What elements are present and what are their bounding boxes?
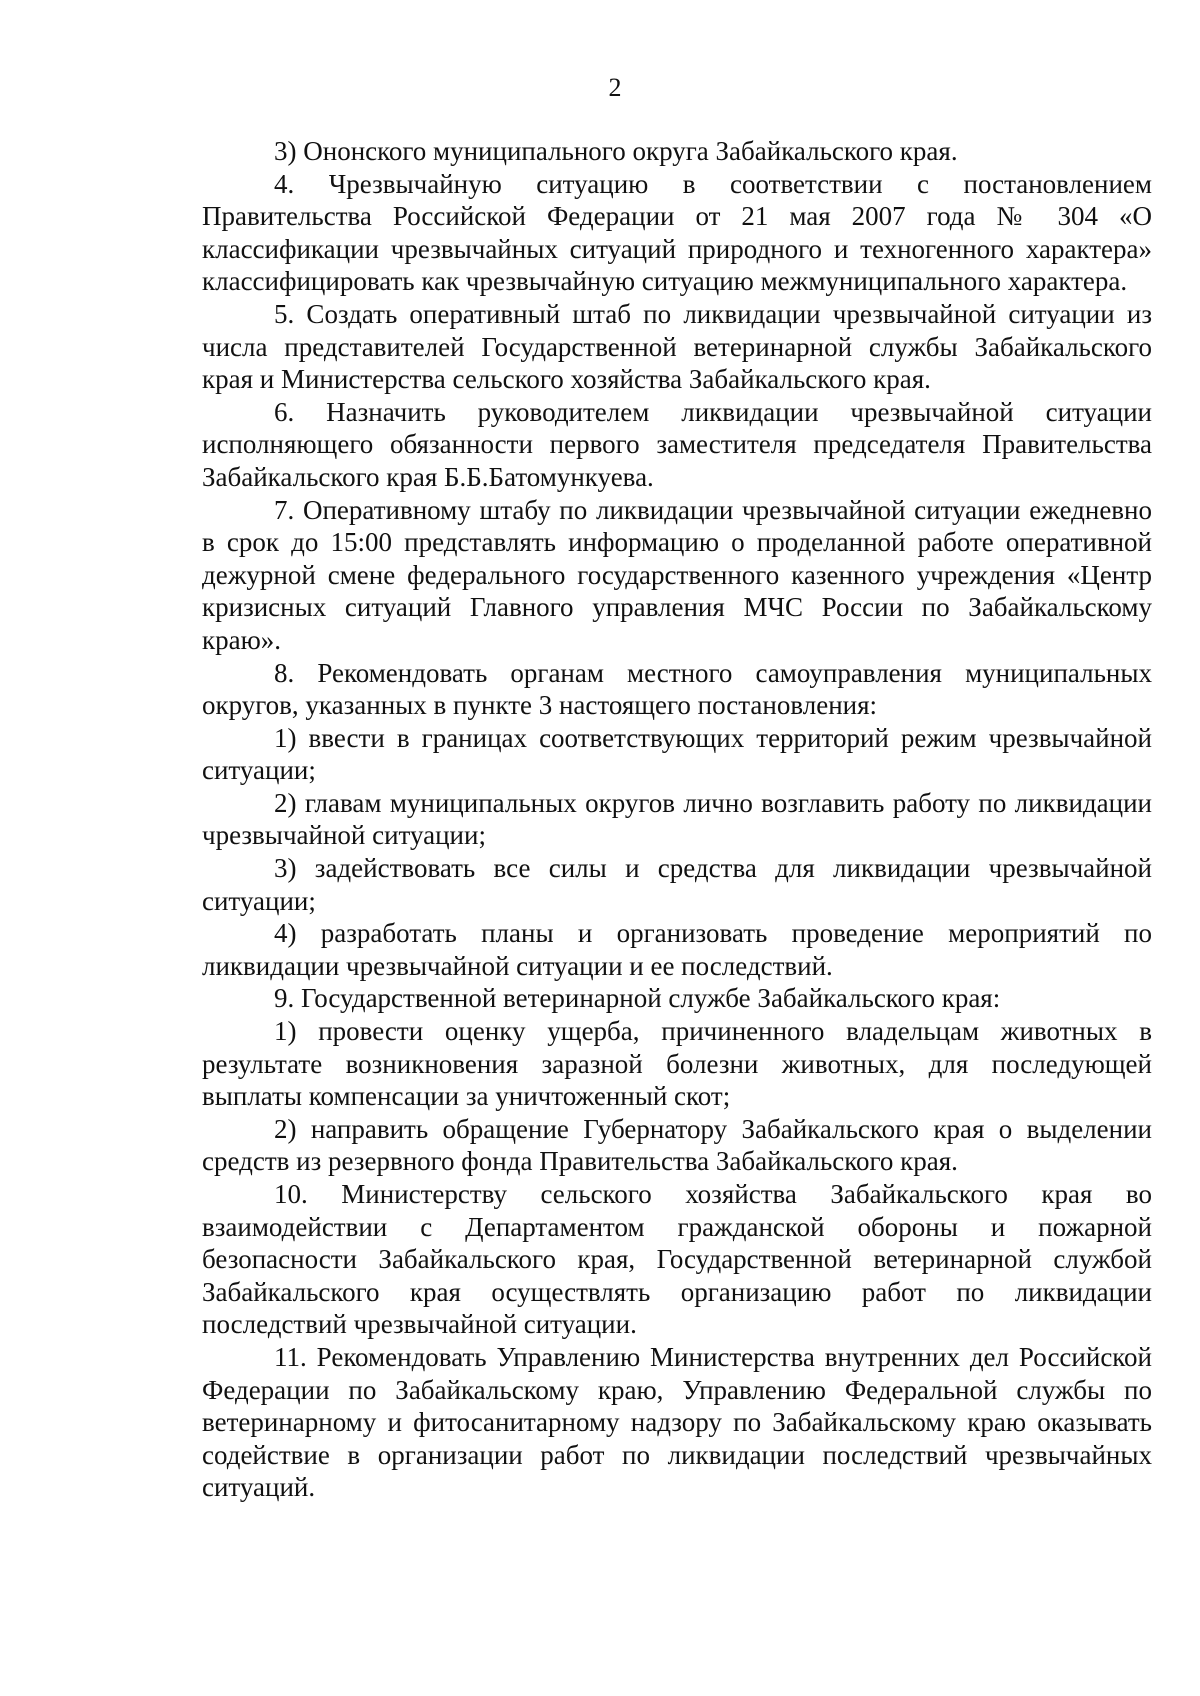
paragraph-10-ministry-agriculture: 10. Министерству сельского хозяйства Забайкальского края во взаимодействии с Департаментом гражданской обороны и пожарной безопасности Забайкальского края, Государственной ветеринарной службой Забайкальского края осуществлять организацию работ по ликвидации последствий чрезвычайной ситуации. bbox=[202, 1179, 1152, 1340]
document-body bbox=[202, 135, 1152, 1504]
page-number: 2 bbox=[608, 73, 622, 102]
paragraph-8-subitem-1: 1) ввести в границах соответствующих территорий режим чрезвычайной ситуации; bbox=[202, 722, 1152, 786]
paragraph-11-recommendation-mvd: 11. Рекомендовать Управлению Министерства внутренних дел Российской Федерации по Забайкальскому краю, Управлению Федеральной службы по ветеринарному и фитосанитарному надзору по Забайкальскому краю оказывать содействие в организации работ по ликвидации последствий чрезвычайных ситуаций. bbox=[202, 1341, 1152, 1503]
paragraph-9-veterinary-service: 9. Государственной ветеринарной службе Забайкальского края: bbox=[274, 983, 1001, 1014]
paragraph-9-subitem-1: 1) провести оценку ущерба, причиненного владельцам животных в результате возникновения заразной болезни животных, для последующей выплаты компенсации за уничтоженный скот; bbox=[202, 1016, 1152, 1112]
paragraph-8-subitem-4: 4) разработать планы и организовать проведение мероприятий по ликвидации чрезвычайной ситуации и ее последствий. bbox=[202, 918, 1152, 981]
paragraph-6-head-of-liquidation: 6. Назначить руководителем ликвидации чрезвычайной ситуации исполняющего обязанности первого заместителя председателя Правительства Забайкальского края Б.Б.Батомункуева. bbox=[202, 396, 1152, 492]
paragraph-4-classification: 4. Чрезвычайную ситуацию в соответствии с постановлением Правительства Российской Федерации от 21 мая 2007 года № 304 «О классификации чрезвычайных ситуаций природного и техногенного характера» классифицировать как чрезвычайную ситуацию межмуниципального характера. bbox=[202, 168, 1152, 297]
paragraph-8-subitem-3: 3) задействовать все силы и средства для ликвидации чрезвычайной ситуации; bbox=[202, 853, 1152, 916]
paragraph-8-subitem-2: 2) главам муниципальных округов лично возглавить работу по ликвидации чрезвычайной ситуации; bbox=[202, 787, 1152, 851]
paragraph-7-daily-reporting: 7. Оперативному штабу по ликвидации чрезвычайной ситуации ежедневно в срок до 15:00 представлять информацию о проделанной работе оперативной дежурной смене федерального государственного казенного учреждения «Центр кризисных ситуаций Главного управления МЧС России по Забайкальскому краю». bbox=[202, 494, 1152, 655]
paragraph-item-3-ononsky: 3) Ононского муниципального округа Забайкальского края. bbox=[274, 136, 958, 166]
paragraph-8-recommendation: 8. Рекомендовать органам местного самоуправления муниципальных округов, указанных в пункте 3 настоящего постановления: bbox=[202, 657, 1152, 721]
paragraph-5-operational-hq: 5. Создать оперативный штаб по ликвидации чрезвычайной ситуации из числа представителей Государственной ветеринарной службы Забайкальского края и Министерства сельского хозяйства Забайкальского края. bbox=[202, 298, 1152, 395]
paragraph-9-subitem-2: 2) направить обращение Губернатору Забайкальского края о выделении средств из резервного фонда Правительства Забайкальского края. bbox=[202, 1113, 1152, 1177]
